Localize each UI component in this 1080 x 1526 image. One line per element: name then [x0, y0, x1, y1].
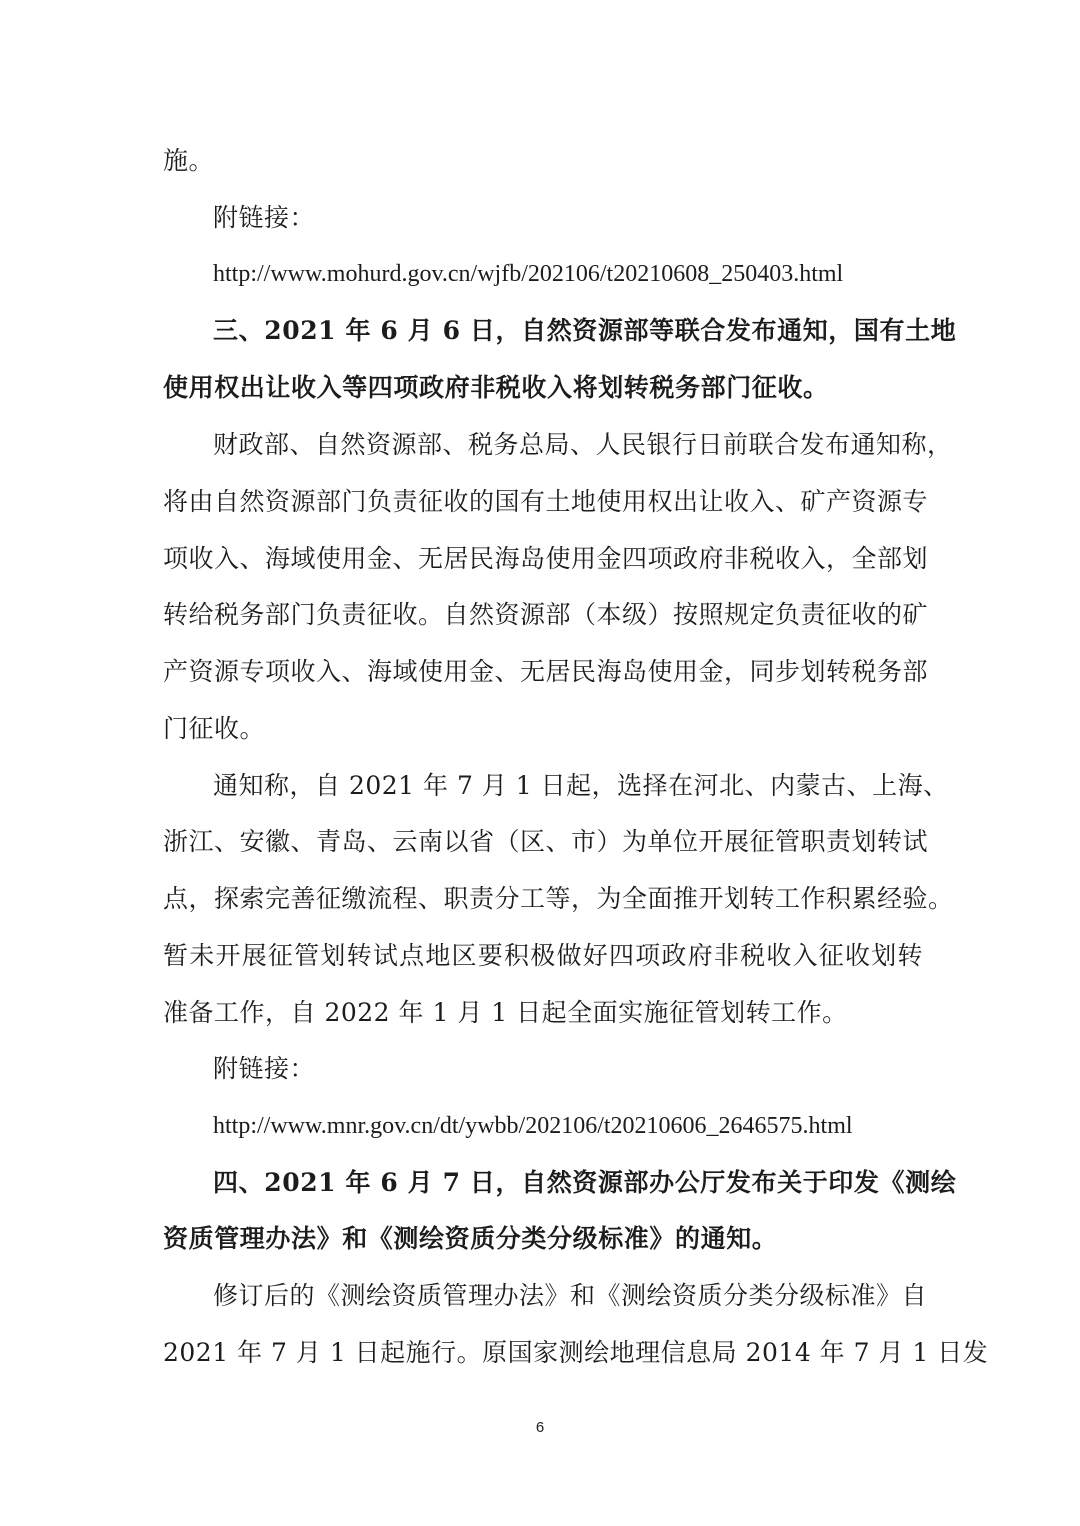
text-line: 项收入、海域使用金、无居民海岛使用金四项政府非税收入，全部划 [163, 544, 929, 573]
text-line: 暂未开展征管划转试点地区要积极做好四项政府非税收入征收划转 [163, 941, 923, 970]
text-line: 产资源专项收入、海域使用金、无居民海岛使用金，同步划转税务部 [163, 657, 929, 686]
attachment-link-label: 附链接： [213, 1054, 316, 1083]
reference-url[interactable]: http://www.mnr.gov.cn/dt/ywbb/202106/t20210606_2646575.html [213, 1113, 853, 1139]
text-line: 通知称，自 2021 年 7 月 1 日起，选择在河北、内蒙古、上海、 [213, 771, 949, 800]
text-line: 2021 年 7 月 1 日起施行。原国家测绘地理信息局 2014 年 7 月 1 日发 [163, 1338, 989, 1367]
text-line: 浙江、安徽、青岛、云南以省（区、市）为单位开展征管职责划转试 [163, 827, 929, 856]
reference-url[interactable]: http://www.mohurd.gov.cn/wjfb/202106/t20210608_250403.html [213, 261, 844, 287]
text-line: 点，探索完善征缴流程、职责分工等，为全面推开划转工作积累经验。 [163, 884, 954, 913]
text-line: 准备工作，自 2022 年 1 月 1 日起全面实施征管划转工作。 [163, 998, 848, 1027]
text-line: 门征收。 [163, 714, 266, 743]
text-line: 财政部、自然资源部、税务总局、人民银行日前联合发布通知称， [213, 430, 953, 459]
text-line: 修订后的《测绘资质管理办法》和《测绘资质分类分级标准》自 [213, 1281, 928, 1310]
text-line: 施。 [163, 146, 215, 175]
section-heading-4-continued: 资质管理办法》和《测绘资质分类分级标准》的通知。 [163, 1224, 778, 1253]
section-heading-4: 四、2021 年 6 月 7 日，自然资源部办公厅发布关于印发《测绘 [213, 1168, 957, 1197]
section-heading-3: 三、2021 年 6 月 6 日，自然资源部等联合发布通知，国有土地 [213, 316, 957, 345]
section-heading-3-continued: 使用权出让收入等四项政府非税收入将划转税务部门征收。 [163, 373, 829, 402]
page-number: 6 [535, 1419, 545, 1436]
text-line: 将由自然资源部门负责征收的国有土地使用权出让收入、矿产资源专 [163, 487, 929, 516]
text-line: 转给税务部门负责征收。自然资源部（本级）按照规定负责征收的矿 [163, 600, 929, 629]
attachment-link-label: 附链接： [213, 203, 316, 232]
